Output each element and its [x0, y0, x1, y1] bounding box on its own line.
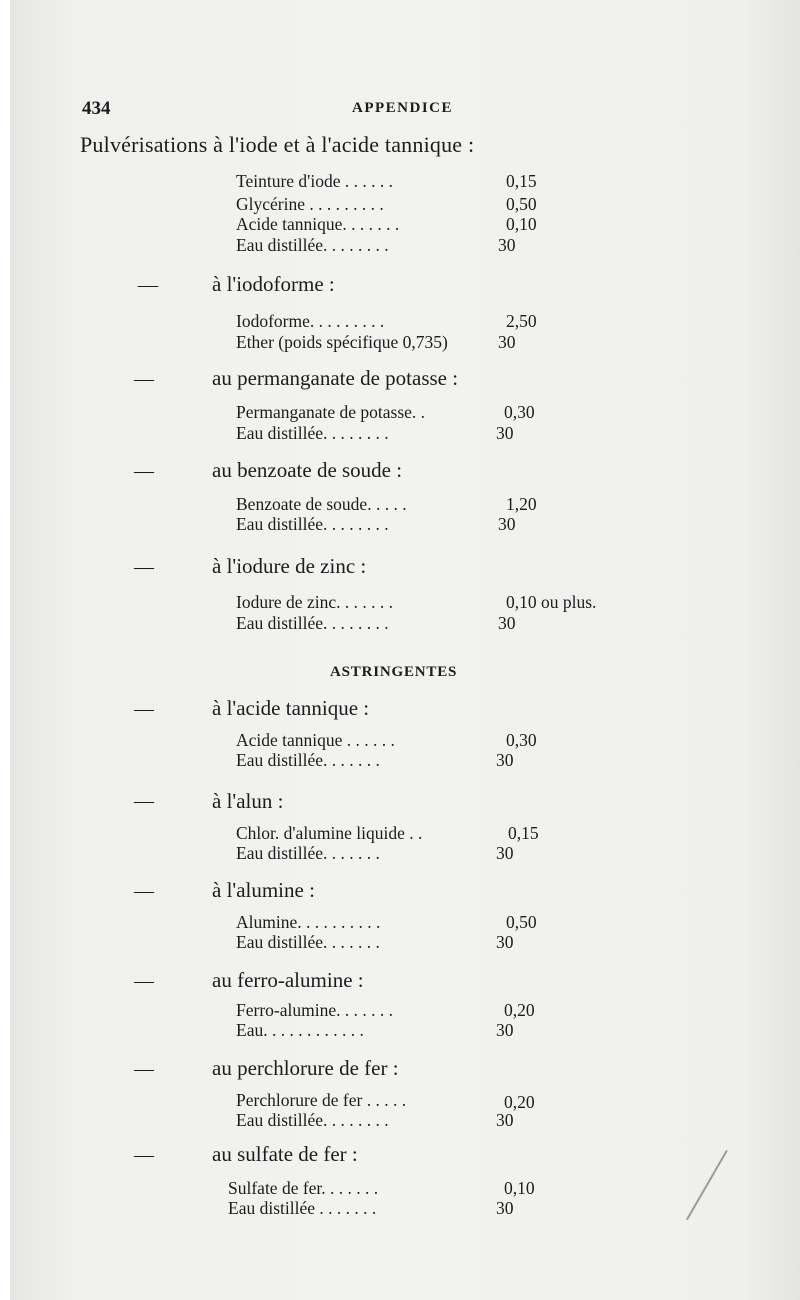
- ingredient-quantity: 0,10: [506, 214, 537, 234]
- ingredient-quantity: 0,30: [504, 402, 535, 422]
- main-heading: Pulvérisations à l'iode et à l'acide tannique :: [80, 132, 475, 157]
- ditto-dash: —: [134, 556, 154, 578]
- ditto-dash: —: [134, 1144, 154, 1166]
- ingredient-name: Alumine. . . . . . . . . .: [236, 912, 381, 932]
- ingredient-name: Eau distillée. . . . . . . .: [236, 423, 389, 443]
- ingredient-name: Ether (poids spécifique 0,735): [236, 332, 448, 352]
- ingredient-name: Eau distillée. . . . . . . .: [236, 1110, 389, 1130]
- ingredient-name: Ferro-alumine. . . . . . .: [236, 1000, 393, 1020]
- ingredient-quantity: 30: [496, 1020, 514, 1040]
- ingredient-name: Eau distillée. . . . . . . .: [236, 235, 389, 255]
- ingredient-name: Acide tannique . . . . . .: [236, 730, 395, 750]
- ingredient-quantity: 30: [496, 1198, 514, 1218]
- ingredient-name: Benzoate de soude. . . . .: [236, 494, 407, 514]
- ingredient-quantity: 30: [496, 750, 514, 770]
- ingredient-quantity: 30: [498, 514, 516, 534]
- ditto-dash: —: [134, 970, 154, 992]
- page-number: 434: [82, 98, 111, 119]
- ditto-dash: —: [134, 790, 154, 812]
- ingredient-quantity: 30: [496, 423, 514, 443]
- sub-heading: au sulfate de fer :: [212, 1142, 358, 1166]
- ingredient-quantity: 30: [496, 932, 514, 952]
- sub-heading: à l'iodoforme :: [212, 272, 335, 296]
- sub-heading: à l'acide tannique :: [212, 696, 370, 720]
- sub-heading: à l'iodure de zinc :: [212, 554, 367, 578]
- sub-heading: à l'alun :: [212, 789, 284, 813]
- ingredient-quantity: 30: [498, 332, 516, 352]
- ingredient-quantity: 0,30: [506, 730, 537, 750]
- scan-margin: [0, 0, 10, 1300]
- ingredient-name: Eau distillée. . . . . . . .: [236, 613, 389, 633]
- ingredient-name: Eau distillée. . . . . . .: [236, 932, 380, 952]
- ingredient-name: Eau distillée. . . . . . . .: [236, 514, 389, 534]
- ingredient-name: Chlor. d'alumine liquide . .: [236, 823, 423, 843]
- ingredient-name: Eau distillée. . . . . . .: [236, 750, 380, 770]
- ditto-dash: —: [138, 274, 158, 296]
- ingredient-name: Teinture d'iode . . . . . .: [236, 171, 393, 191]
- ingredient-name: Acide tannique. . . . . . .: [236, 214, 400, 234]
- ingredient-quantity: 0,15: [506, 171, 537, 191]
- ingredient-name: Iodure de zinc. . . . . . .: [236, 592, 393, 612]
- ingredient-quantity: 1,20: [506, 494, 537, 514]
- ingredient-quantity: 30: [498, 613, 516, 633]
- ingredient-quantity: 0,50: [506, 194, 537, 214]
- sub-heading: au permanganate de potasse :: [212, 366, 459, 390]
- sub-heading: au perchlorure de fer :: [212, 1056, 399, 1080]
- sub-heading: au ferro-alumine :: [212, 968, 364, 992]
- ingredient-name: Iodoforme. . . . . . . . .: [236, 311, 385, 331]
- ingredient-quantity: 0,10 ou plus.: [506, 592, 597, 612]
- sub-heading: à l'alumine :: [212, 878, 315, 902]
- ingredient-name: Glycérine . . . . . . . . .: [236, 194, 384, 214]
- ingredient-name: Eau. . . . . . . . . . . .: [236, 1020, 364, 1040]
- ingredient-quantity: 0,20: [504, 1000, 535, 1020]
- ditto-dash: —: [134, 698, 154, 720]
- ditto-dash: —: [134, 880, 154, 902]
- ingredient-name: Eau distillée . . . . . . .: [228, 1198, 377, 1218]
- ditto-dash: —: [134, 1058, 154, 1080]
- section-title: ASTRINGENTES: [330, 664, 458, 680]
- ingredient-name: Eau distillée. . . . . . .: [236, 843, 380, 863]
- ingredient-name: Sulfate de fer. . . . . . .: [228, 1178, 379, 1198]
- ingredient-quantity: 2,50: [506, 311, 537, 331]
- ingredient-quantity: 30: [496, 1110, 514, 1130]
- ingredient-quantity: 0,10: [504, 1178, 535, 1198]
- sub-heading: au benzoate de soude :: [212, 458, 403, 482]
- ditto-dash: —: [134, 368, 154, 390]
- ingredient-name: Perchlorure de fer . . . . .: [236, 1090, 407, 1110]
- ingredient-quantity: 0,50: [506, 912, 537, 932]
- ingredient-quantity: 0,20: [504, 1092, 535, 1112]
- ingredient-quantity: 30: [498, 235, 516, 255]
- running-head: APPENDICE: [352, 100, 454, 116]
- ditto-dash: —: [134, 460, 154, 482]
- ingredient-quantity: 0,15: [508, 823, 539, 843]
- ingredient-name: Permanganate de potasse. .: [236, 402, 426, 422]
- ingredient-quantity: 30: [496, 843, 514, 863]
